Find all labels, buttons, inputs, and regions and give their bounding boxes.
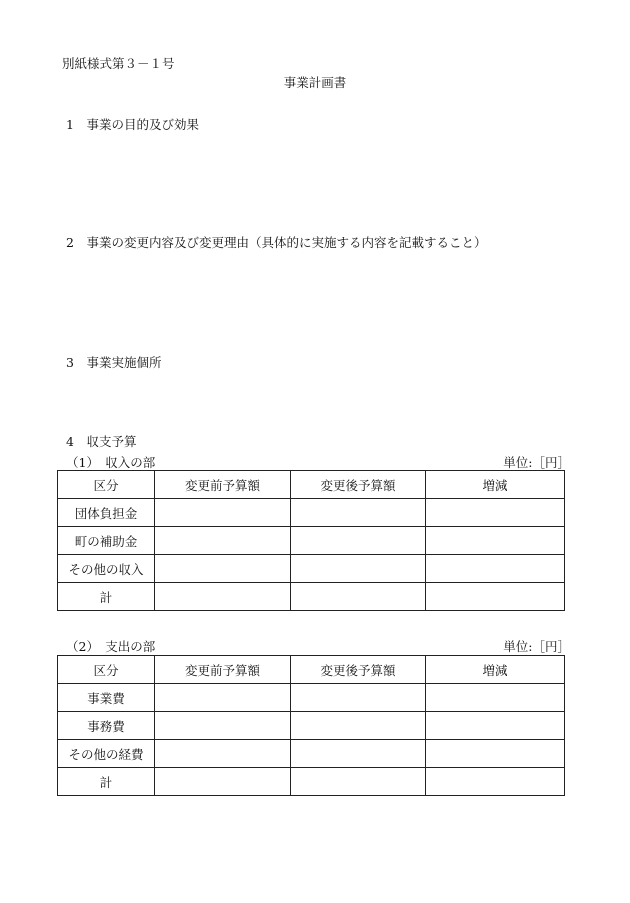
- row-label: 計: [58, 583, 155, 611]
- column-header: 変更後予算額: [291, 471, 426, 499]
- table-cell: [426, 768, 565, 796]
- table-cell: [291, 499, 426, 527]
- column-header: 区分: [58, 471, 155, 499]
- income-table: [57, 470, 565, 611]
- expenditure-unit-label: 単位:［円］: [503, 639, 570, 654]
- table-cell: [426, 583, 565, 611]
- table-cell: [155, 555, 291, 583]
- table-cell: [426, 740, 565, 768]
- column-header: 変更前予算額: [155, 471, 291, 499]
- table-row: [58, 527, 565, 555]
- document-title: 事業計画書: [283, 75, 347, 90]
- expenditure-table: [57, 655, 565, 796]
- table-cell: [155, 768, 291, 796]
- table-cell: [426, 555, 565, 583]
- section-heading-location: 3 事業実施個所: [66, 355, 162, 370]
- row-label: 事務費: [58, 712, 155, 740]
- table-cell: [426, 684, 565, 712]
- table-row: [58, 684, 565, 712]
- table-cell: [155, 499, 291, 527]
- table-row: [58, 740, 565, 768]
- table-cell: [155, 583, 291, 611]
- income-unit-label: 単位:［円］: [503, 455, 570, 470]
- table-row: [58, 499, 565, 527]
- column-header: 増減: [426, 471, 565, 499]
- section-heading-budget: 4 収支予算: [66, 434, 137, 449]
- form-number: 別紙様式第３－１号: [62, 56, 175, 71]
- table-header-row: [58, 471, 565, 499]
- column-header: 変更前予算額: [155, 656, 291, 684]
- table-cell: [426, 712, 565, 740]
- table-total-row: [58, 768, 565, 796]
- expenditure-heading: （2） 支出の部: [66, 639, 156, 654]
- table-cell: [291, 740, 426, 768]
- table-cell: [291, 684, 426, 712]
- table-cell: [291, 527, 426, 555]
- section-heading-changes: 2 事業の変更内容及び変更理由（具体的に実施する内容を記載すること）: [66, 235, 487, 250]
- section-heading-purpose: 1 事業の目的及び効果: [66, 117, 199, 132]
- table-cell: [155, 740, 291, 768]
- row-label: 団体負担金: [58, 499, 155, 527]
- row-label: その他の収入: [58, 555, 155, 583]
- table-total-row: [58, 583, 565, 611]
- column-header: 区分: [58, 656, 155, 684]
- column-header: 変更後予算額: [291, 656, 426, 684]
- table-cell: [155, 712, 291, 740]
- column-header: 増減: [426, 656, 565, 684]
- table-cell: [426, 499, 565, 527]
- table-cell: [155, 527, 291, 555]
- income-heading: （1） 収入の部: [66, 455, 156, 470]
- table-cell: [426, 527, 565, 555]
- table-row: [58, 712, 565, 740]
- table-cell: [291, 583, 426, 611]
- row-label: 計: [58, 768, 155, 796]
- table-cell: [155, 684, 291, 712]
- row-label: その他の経費: [58, 740, 155, 768]
- table-cell: [291, 768, 426, 796]
- table-cell: [291, 555, 426, 583]
- table-cell: [291, 712, 426, 740]
- table-header-row: [58, 656, 565, 684]
- table-row: [58, 555, 565, 583]
- row-label: 事業費: [58, 684, 155, 712]
- row-label: 町の補助金: [58, 527, 155, 555]
